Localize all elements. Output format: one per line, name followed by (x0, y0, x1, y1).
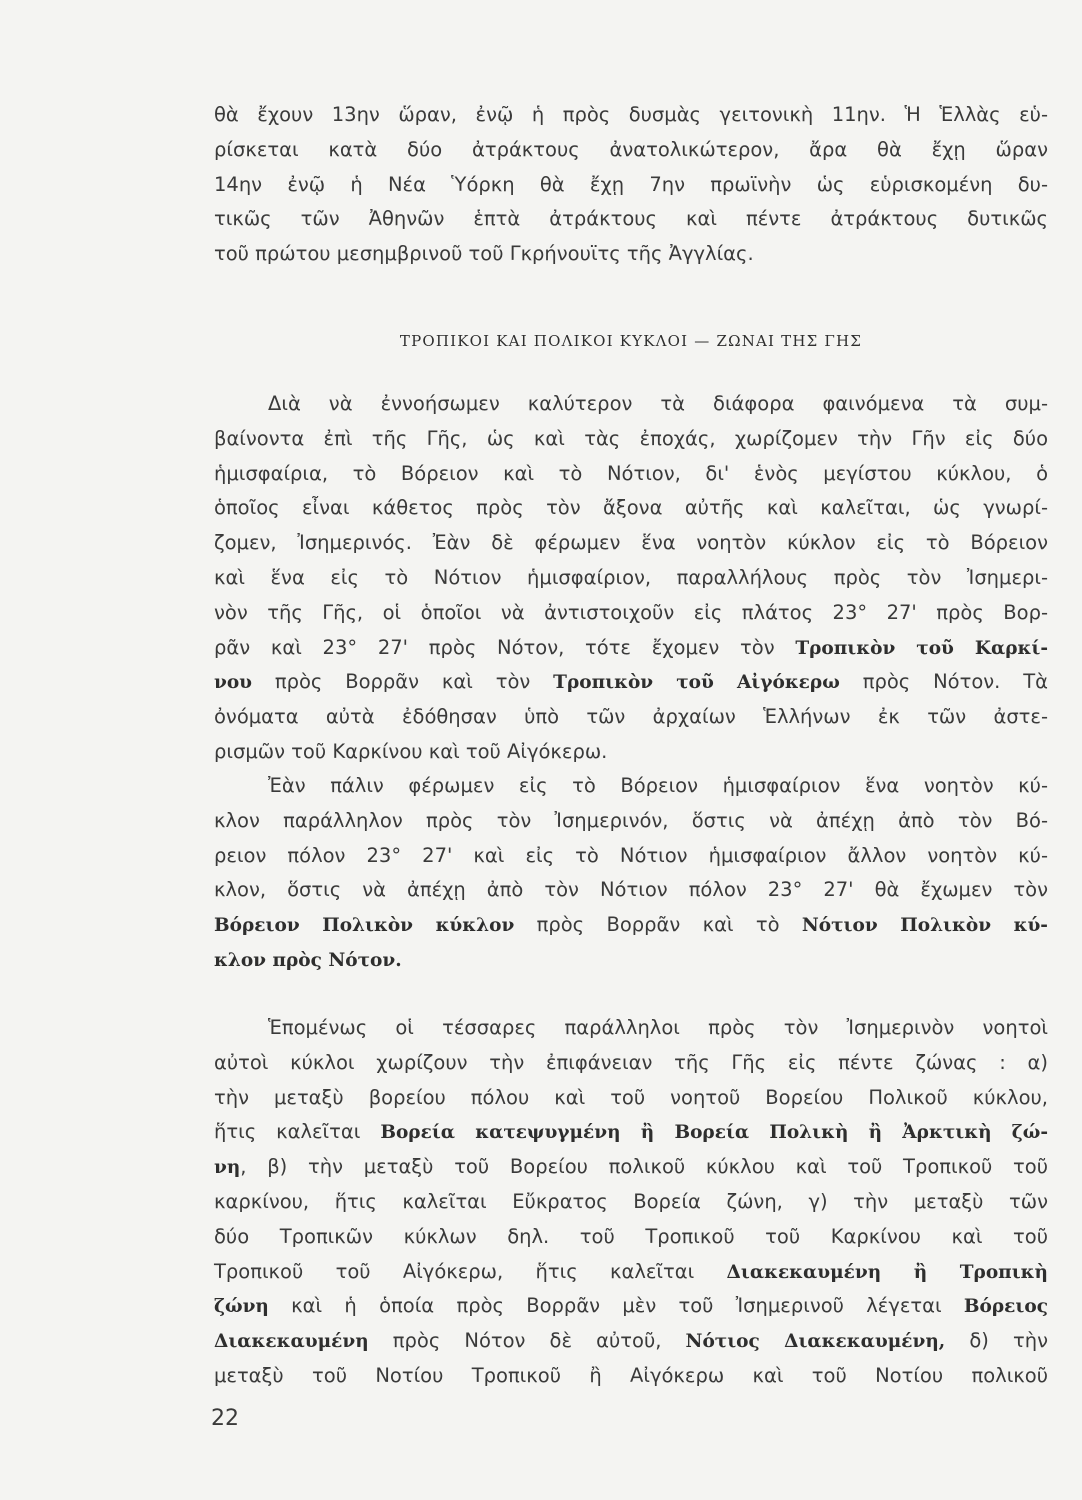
intro-paragraph (214, 98, 1048, 272)
text-line: ἡμισφαίρια, τὸ Βόρειον καὶ τὸ Νότιον, δι' ἑνὸς μεγίστου κύκλου, ὁ (214, 461, 1048, 485)
text-line: δύο Τροπικῶν κύκλων δηλ. τοῦ Τροπικοῦ τοῦ Καρκίνου καὶ τοῦ (214, 1224, 1048, 1248)
text-line: ζομεν, Ἰσημερινός. Ἐὰν δὲ φέρωμεν ἕνα νοητὸν κύκλον εἰς τὸ Βόρειον (214, 531, 1048, 555)
text-line: ρίσκεται κατὰ δύο ἀτράκτους ἀνατολικώτερον, ἄρα θὰ ἔχῃ ὥραν (214, 137, 1048, 161)
text-line: ὀνόματα αὐτὰ ἐδόθησαν ὑπὸ τῶν ἀρχαίων Ἑλλήνων ἐκ τῶν ἀστε- (214, 705, 1048, 729)
text-line (214, 908, 1048, 943)
text-line: ρειον πόλον 23° 27' καὶ εἰς τὸ Νότιον ἡμισφαίριον ἄλλον νοητὸν κύ- (214, 843, 1048, 867)
bold-term: Τροπικὸν τοῦ Καρκί- (795, 637, 1048, 659)
text-line: καρκίνου, ἥτις καλεῖται Εὔκρατος Βορεία ζώνη, γ) τὴν μεταξὺ τῶν (214, 1189, 1048, 1213)
bold-term: ζώνη (214, 1296, 269, 1318)
text-line (214, 1255, 1048, 1290)
paragraph-zones (214, 1011, 1048, 1394)
text-run: πρὸς Νότον. Τὰ (839, 670, 1048, 694)
text-line (214, 631, 1048, 666)
text-line: Διὰ νὰ ἐννοήσωμεν καλύτερον τὰ διάφορα φαινόμενα τὰ συμ- (268, 392, 1048, 415)
text-line (214, 1115, 1048, 1150)
text-line: ρισμῶν τοῦ Καρκίνου καὶ τοῦ Αἰγόκερω. (214, 739, 608, 763)
text-run: ἥτις καλεῖται (214, 1120, 381, 1144)
bold-term: Νότιος Διακεκαυμένη, (685, 1331, 946, 1353)
bold-term: Βόρειος (963, 1296, 1048, 1318)
bold-term: Διακεκαυμένη (214, 1331, 369, 1353)
text-line: Ἑπομένως οἱ τέσσαρες παράλληλοι πρὸς τὸν Ἰσημερινὸν νοητοὶ (268, 1016, 1048, 1039)
text-run: Τροπικοῦ τοῦ Αἰγόκερω, ἥτις καλεῖται (214, 1259, 727, 1283)
text-line (214, 1289, 1048, 1324)
text-run: ρᾶν καὶ 23° 27' πρὸς Νότον, τότε ἔχομεν τὸν (214, 635, 796, 659)
bold-term: Βόρειον Πολικὸν κύκλον (214, 915, 515, 937)
text-line: βαίνοντα ἐπὶ τῆς Γῆς, ὡς καὶ τὰς ἐποχάς, χωρίζομεν τὴν Γῆν εἰς δύο (214, 426, 1048, 450)
text-line: καὶ ἕνα εἰς τὸ Νότιον ἡμισφαίριον, παραλλήλους πρὸς τὸν Ἰσημερι- (214, 565, 1048, 589)
text-line: Ἐὰν πάλιν φέρωμεν εἰς τὸ Βόρειον ἡμισφαίριον ἕνα νοητὸν κύ- (268, 774, 1048, 797)
bold-term: Νότιον Πολικὸν κύ- (801, 915, 1048, 937)
text-line: τοῦ πρώτου μεσημβρινοῦ τοῦ Γκρήνουϊτς τῆς Ἀγγλίας. (214, 242, 754, 266)
text-line (214, 1150, 1048, 1185)
bold-term: νου (214, 672, 253, 694)
text-line: τικῶς τῶν Ἀθηνῶν ἑπτὰ ἀτράκτους καὶ πέντε ἀτράκτους δυτικῶς (214, 207, 1048, 231)
bold-term: Τροπικὸν τοῦ Αἰγόκερω (553, 672, 840, 694)
bold-term: Διακεκαυμένη ἢ Τροπικὴ (726, 1261, 1048, 1283)
text-line: τὴν μεταξὺ βορείου πόλου καὶ τοῦ νοητοῦ Βορείου Πολικοῦ κύκλου, (214, 1085, 1048, 1109)
text-line: κλον, ὅστις νὰ ἀπέχῃ ἀπὸ τὸν Νότιον πόλον 23° 27' θὰ ἔχωμεν τὸν (214, 878, 1048, 902)
bold-term: κλον πρὸς Νότον. (214, 949, 402, 971)
text-line (214, 1324, 1048, 1359)
bold-term: νη (214, 1157, 241, 1179)
text-line: νὸν τῆς Γῆς, οἱ ὁποῖοι νὰ ἀντιστοιχοῦν εἰς πλάτος 23° 27' πρὸς Βορ- (214, 600, 1048, 624)
text-line (214, 665, 1048, 700)
text-line: ὁποῖος εἶναι κάθετος πρὸς τὸν ἄξονα αὐτῆς καὶ καλεῖται, ὡς γνωρί- (214, 496, 1048, 520)
text-line (214, 943, 1048, 978)
text-line: 14ην ἐνῷ ἡ Νέα Ὑόρκη θὰ ἔχῃ 7ην πρωϊνὴν ὡς εὑρισκομένη δυ- (214, 172, 1048, 196)
text-line: θὰ ἔχουν 13ην ὥραν, ἐνῷ ἡ πρὸς δυσμὰς γειτονικὴ 11ην. Ἡ Ἑλλὰς εὑ- (214, 103, 1048, 126)
text-line: κλον παράλληλον πρὸς τὸν Ἰσημερινόν, ὅστις νὰ ἀπέχῃ ἀπὸ τὸν Βό- (214, 808, 1048, 832)
bold-term: Βορεία κατεψυγμένη ἢ Βορεία Πολικὴ ἢ Ἀρκτικὴ ζώ- (380, 1122, 1048, 1144)
text-run: καὶ ἡ ὁποία πρὸς Βορρᾶν μὲν τοῦ Ἰσημερινοῦ λέγεται (268, 1294, 964, 1318)
text-run: δ) τὴν (945, 1329, 1048, 1353)
paragraph-polar-circles (214, 769, 1048, 978)
text-line: αὐτοὶ κύκλοι χωρίζουν τὴν ἐπιφάνειαν τῆς Γῆς εἰς πέντε ζώνας : α) (214, 1050, 1048, 1074)
text-run: πρὸς Βορρᾶν καὶ τὸ (514, 913, 802, 937)
section-heading: ΤΡΟΠΙΚΟΙ ΚΑΙ ΠΟΛΙΚΟΙ ΚΥΚΛΟΙ — ΖΩΝΑΙ ΤΗΣ ΓΗΣ (399, 332, 863, 350)
page-number: 22 (211, 1406, 239, 1431)
paragraph-tropics (214, 387, 1048, 770)
text-run: πρὸς Βορρᾶν καὶ τὸν (252, 670, 554, 694)
text-line: μεταξὺ τοῦ Νοτίου Τροπικοῦ ἢ Αἰγόκερω καὶ τοῦ Νοτίου πολικοῦ (214, 1363, 1048, 1387)
text-run: πρὸς Νότον δὲ αὐτοῦ, (368, 1329, 686, 1353)
text-run: , β) τὴν μεταξὺ τοῦ Βορείου πολικοῦ κύκλου καὶ τοῦ Τροπικοῦ τοῦ (240, 1155, 1048, 1179)
